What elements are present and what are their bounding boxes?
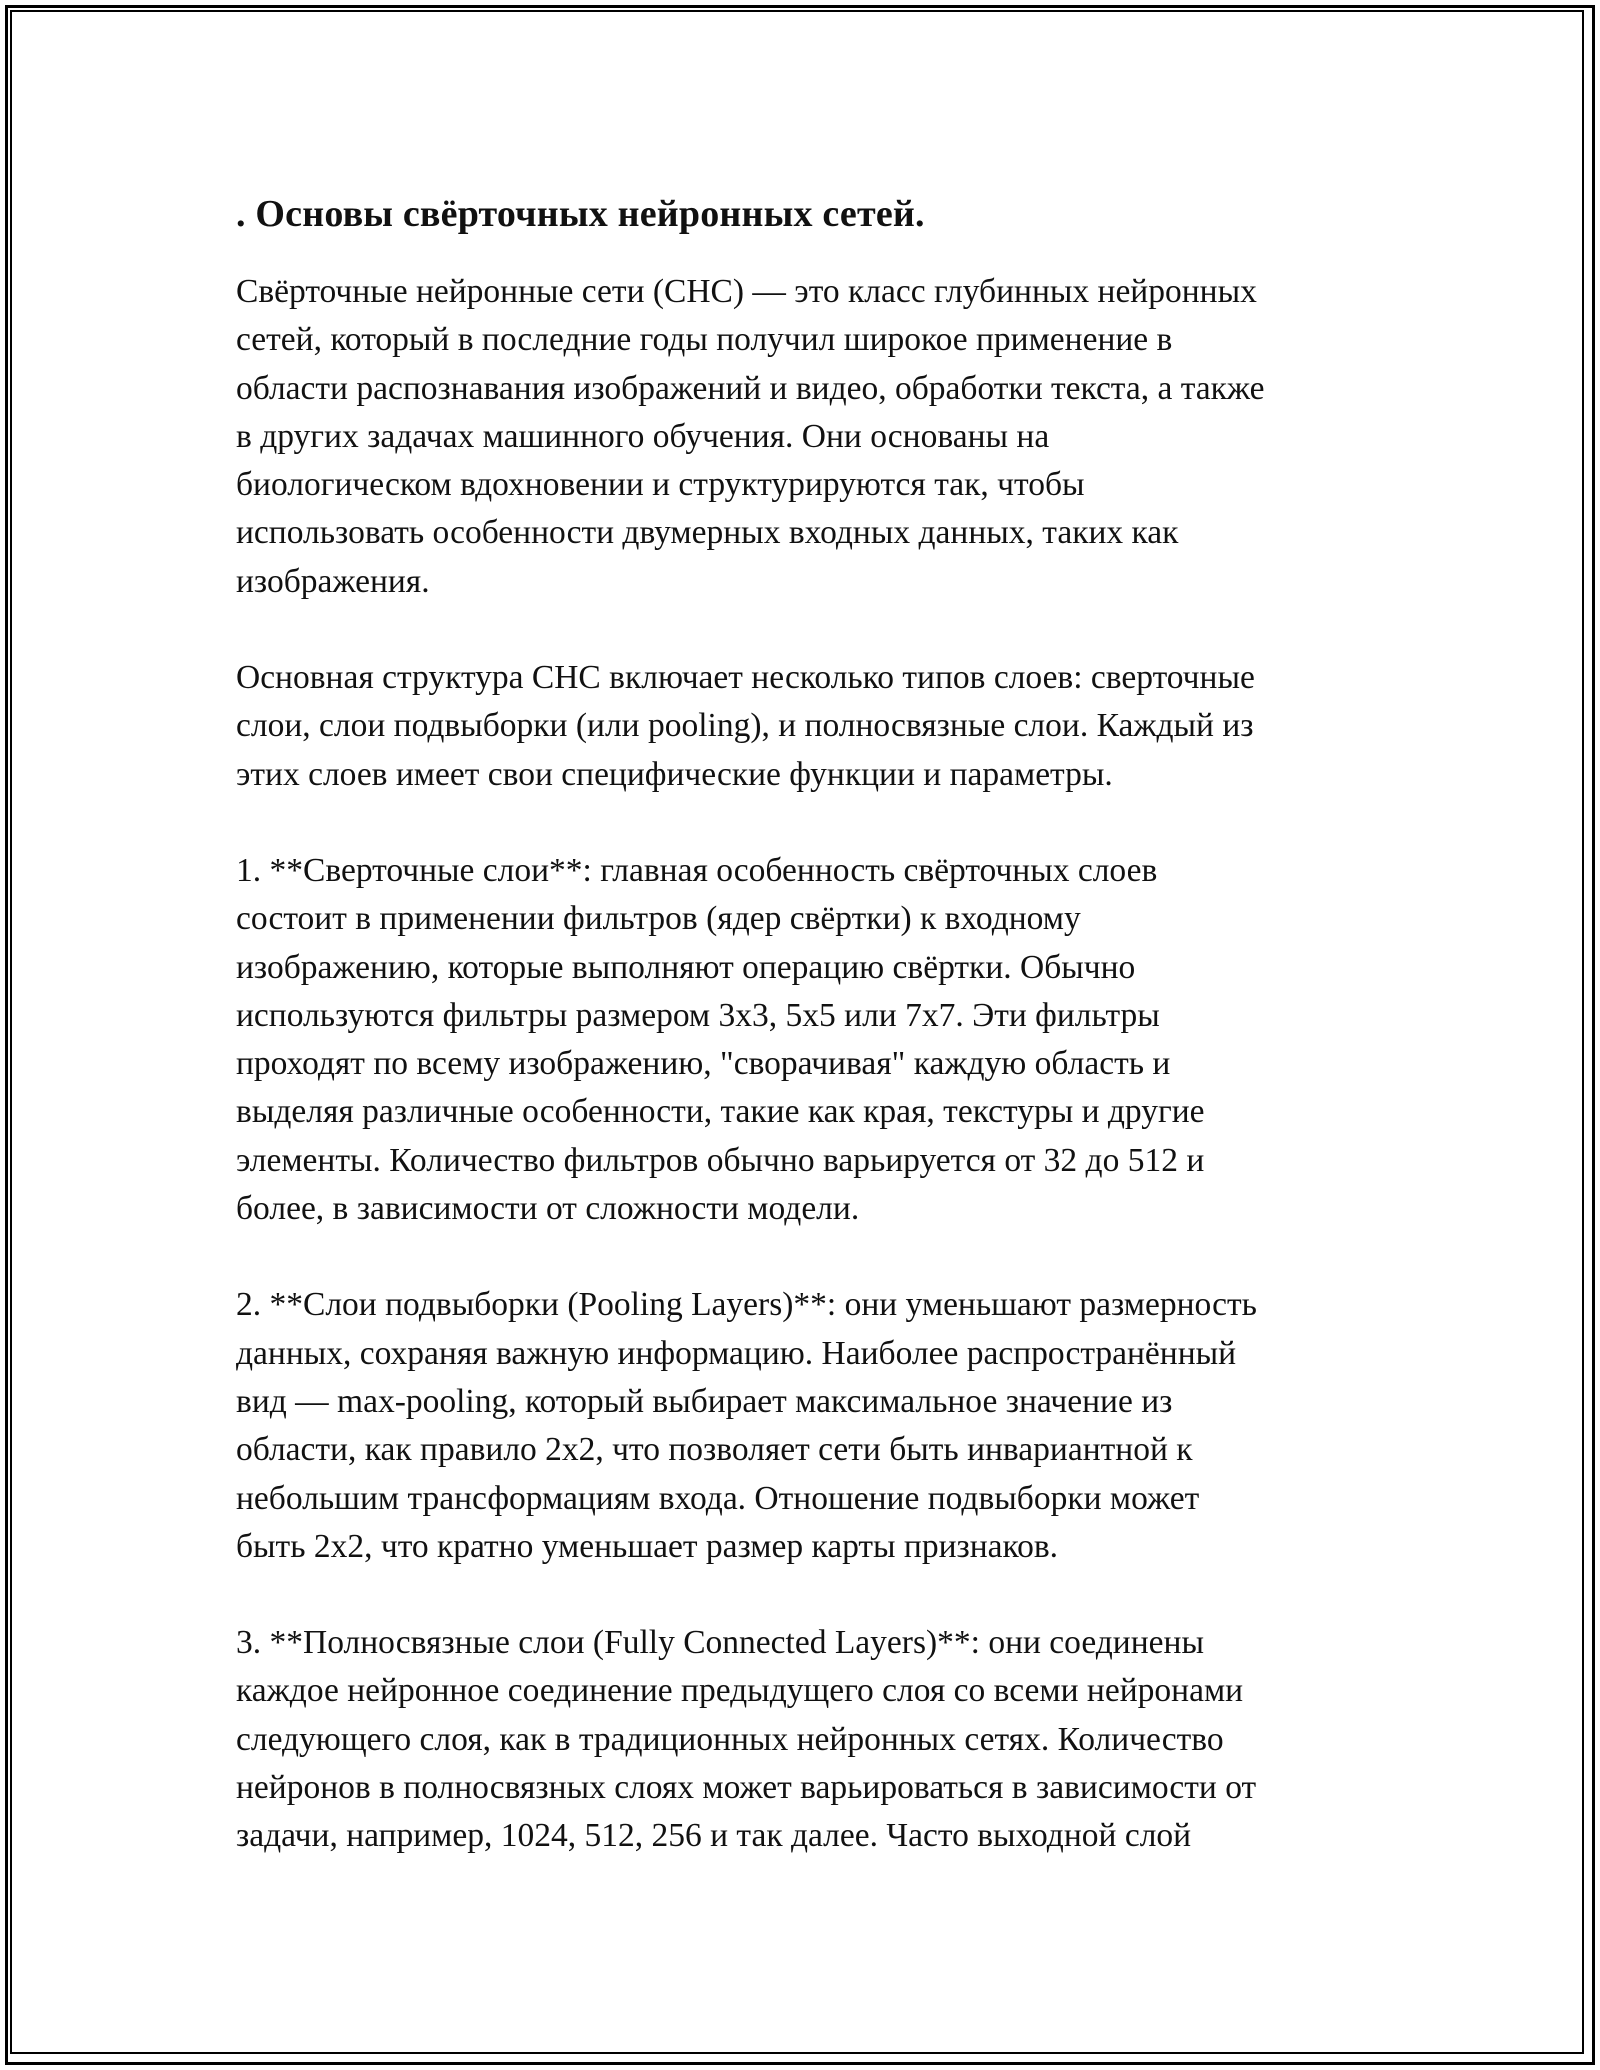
text-line: вид — max-pooling, который выбирает максимальное значение из (236, 1382, 1173, 1420)
paragraph-intro (236, 268, 1376, 606)
text-line: состоит в применении фильтров (ядер свёртки) к входному (236, 900, 1081, 938)
text-line: следующего слоя, как в традиционных нейронных сетях. Количество (236, 1720, 1224, 1758)
text-line: более, в зависимости от сложности модели. (236, 1190, 860, 1228)
text-line: каждое нейронное соединение предыдущего слоя со всеми нейронами (236, 1672, 1244, 1710)
paragraph-structure (236, 654, 1376, 799)
text-line: биологическом вдохновении и структурируются так, чтобы (236, 466, 1085, 504)
document-body (236, 186, 1376, 1909)
text-line: Свёрточные нейронные сети (СНС) — это класс глубинных нейронных (236, 273, 1257, 310)
text-line: 2. **Слои подвыборки (Pooling Layers)**: они уменьшают размерность (236, 1286, 1257, 1324)
paragraph-conv-layers (236, 847, 1376, 1233)
text-line: небольшим трансформациям входа. Отношение подвыборки может (236, 1479, 1200, 1517)
text-line: 1. **Сверточные слои**: главная особенность свёрточных слоев (236, 851, 1158, 889)
text-line: этих слоев имеет свои специфические функции и параметры. (236, 755, 1113, 793)
text-line: выделяя различные особенности, такие как края, текстуры и другие (236, 1093, 1205, 1131)
text-line: 3. **Полносвязные слои (Fully Connected Layers)**: они соединены (236, 1624, 1204, 1662)
text-line: в других задачах машинного обучения. Они основаны на (236, 417, 1050, 455)
text-line: области распознавания изображений и видео, обработки текста, а также (236, 369, 1265, 407)
text-line: изображения. (236, 562, 430, 600)
page-title: . Основы свёрточных нейронных сетей. (236, 193, 925, 235)
text-line: задачи, например, 1024, 512, 256 и так далее. Часто выходной слой (236, 1817, 1192, 1855)
text-line: быть 2x2, что кратно уменьшает размер карты признаков. (236, 1527, 1059, 1565)
text-line: элементы. Количество фильтров обычно варьируется от 32 до 512 и (236, 1141, 1205, 1179)
text-line: использовать особенности двумерных входных данных, таких как (236, 514, 1179, 552)
text-line: используются фильтры размером 3x3, 5x5 или 7x7. Эти фильтры (236, 996, 1160, 1034)
text-line: слои, слои подвыборки (или pooling), и полносвязные слои. Каждый из (236, 707, 1254, 745)
text-line: Основная структура СНС включает несколько типов слоев: сверточные (236, 659, 1255, 697)
paragraph-fc-layers (236, 1619, 1376, 1860)
text-line: данных, сохраняя важную информацию. Наиболее распространённый (236, 1334, 1237, 1372)
text-line: области, как правило 2x2, что позволяет сети быть инвариантной к (236, 1431, 1193, 1469)
text-line: сетей, который в последние годы получил широкое применение в (236, 321, 1173, 359)
text-line: нейронов в полносвязных слоях может варьироваться в зависимости от (236, 1769, 1257, 1807)
paragraph-pooling-layers (236, 1281, 1376, 1571)
text-line: изображению, которые выполняют операцию свёртки. Обычно (236, 948, 1136, 986)
text-line: проходят по всему изображению, "сворачивая" каждую область и (236, 1045, 1171, 1083)
